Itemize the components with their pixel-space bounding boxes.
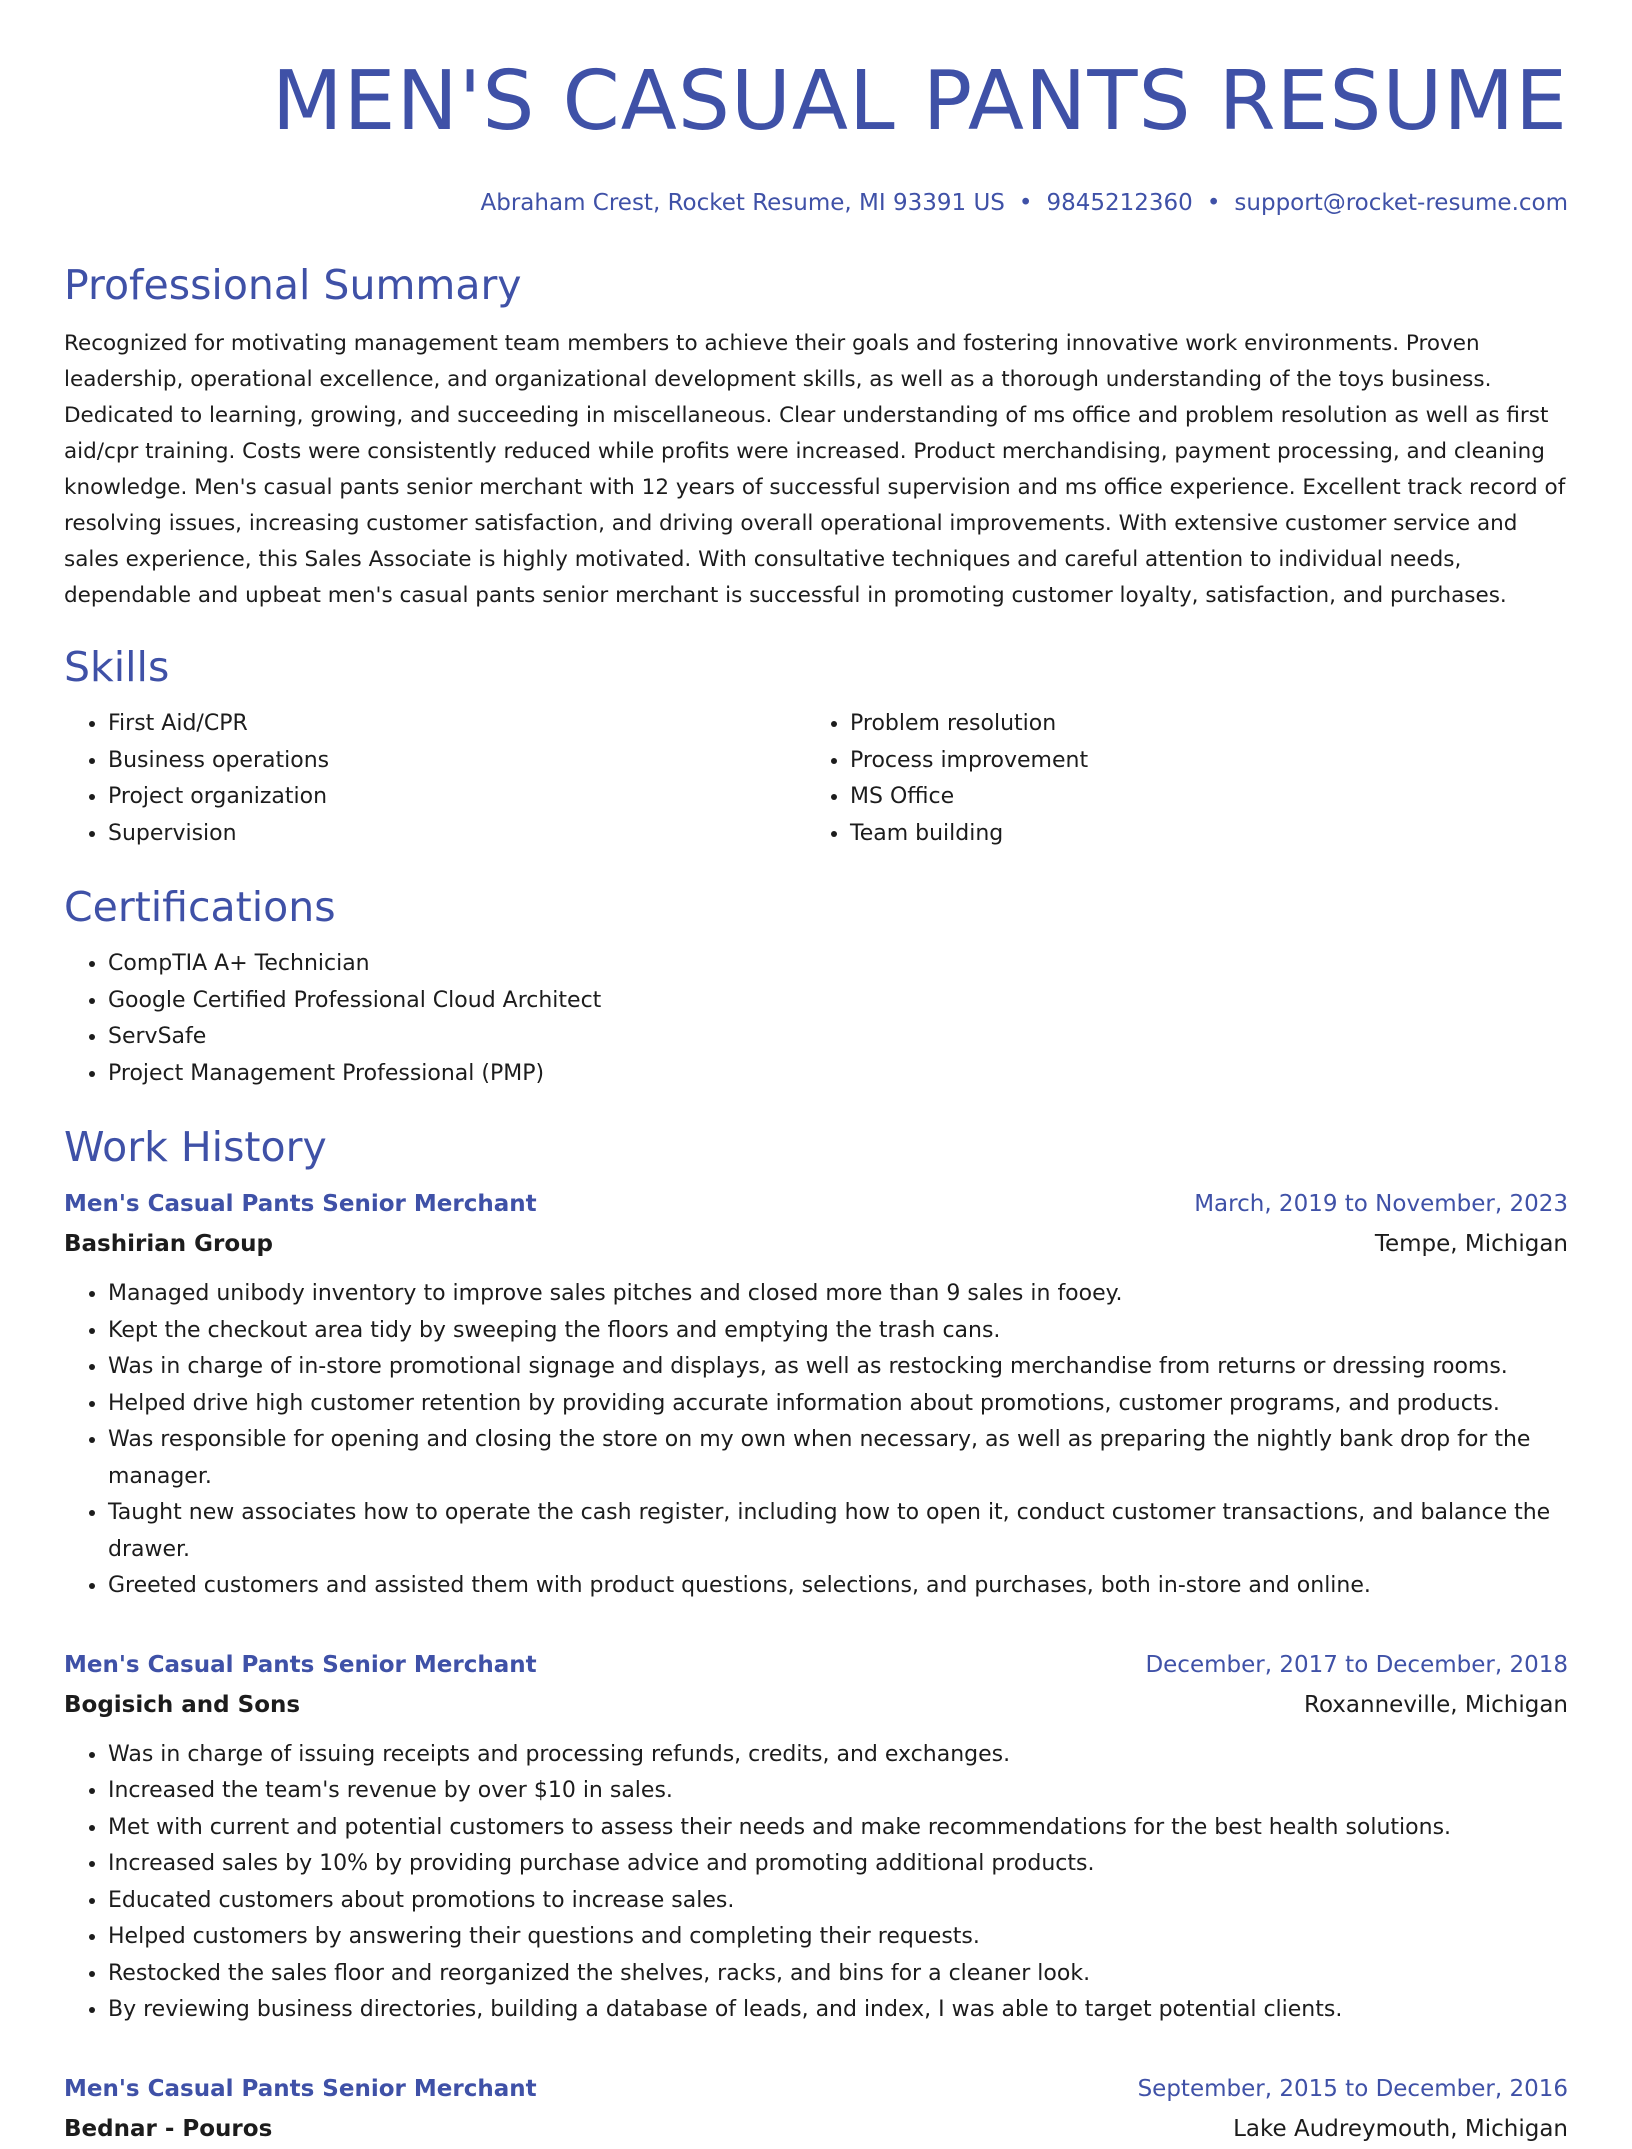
job-employer: Bashirian Group bbox=[64, 1231, 273, 1257]
job-dates: September, 2015 to December, 2016 bbox=[1137, 2075, 1568, 2102]
skill-item: • Problem resolution bbox=[850, 706, 1548, 743]
skills-heading: Skills bbox=[64, 643, 170, 691]
skill-item: • Project organization bbox=[108, 779, 806, 816]
job-header bbox=[64, 1645, 1568, 1685]
job-bullet: • Greeted customers and assisted them with product questions, selections, and purchases, both in-store and online. bbox=[108, 1568, 1568, 1605]
job-dates: December, 2017 to December, 2018 bbox=[1145, 1651, 1568, 1678]
job-dates: March, 2019 to November, 2023 bbox=[1194, 1191, 1568, 1217]
job-bullet: • Increased the team's revenue by over $10 in sales. bbox=[108, 1773, 1568, 1810]
certification-item: • ServSafe bbox=[108, 1019, 1568, 1056]
skill-item: • First Aid/CPR bbox=[108, 706, 806, 743]
job-bullet: • Restocked the sales floor and reorganized the shelves, racks, and bins for a cleaner look. bbox=[108, 1956, 1568, 1993]
skill-item: • MS Office bbox=[850, 779, 1548, 816]
certification-item: • Project Management Professional (PMP) bbox=[108, 1056, 1568, 1093]
certification-item: • Google Certified Professional Cloud Architect bbox=[108, 983, 1568, 1020]
contact-address: Abraham Crest, Rocket Resume, MI 93391 US bbox=[480, 190, 1005, 216]
summary-text: Recognized for motivating management team members to achieve their goals and fostering innovative work environments. Proven leadership, operational excellence, and organizational development skills, as well as a thorough understanding of the toys business. Dedicated to learning, growing, and succeeding in miscellaneous. Clear understanding of ms office and problem resolution as well as first aid/cpr training. Costs were consistently reduced while profits were increased. Product merchandising, payment processing, and cleaning knowledge. Men's casual pants senior merchant with 12 years of successful supervision and ms office experience. Excellent track record of resolving issues, increasing customer satisfaction, and driving overall operational improvements. With extensive customer service and sales experience, this Sales Associate is highly motivated. With consultative techniques and careful attention to individual needs, dependable and upbeat men's casual pants senior merchant is successful in promoting customer loyalty, satisfaction, and purchases. bbox=[64, 331, 1566, 608]
job-employer: Bogisich and Sons bbox=[64, 1691, 301, 1718]
certifications-list bbox=[64, 946, 1568, 1092]
job-employer: Bednar - Pouros bbox=[64, 2115, 273, 2142]
skills-list bbox=[64, 706, 1568, 852]
skill-item: • Supervision bbox=[108, 816, 806, 853]
job-bullet: • Helped drive high customer retention by providing accurate information about promotions, customer programs, and products. bbox=[108, 1386, 1568, 1423]
job-bullet: • Was in charge of in-store promotional signage and displays, as well as restocking merchandise from returns or dressing rooms. bbox=[108, 1349, 1568, 1386]
job-location: Roxanneville, Michigan bbox=[1304, 1691, 1568, 1718]
job-bullet: • Increased sales by 10% by providing purchase advice and promoting additional products. bbox=[108, 1846, 1568, 1883]
skill-item: • Business operations bbox=[108, 743, 806, 780]
contact-email: support@rocket-resume.com bbox=[1234, 190, 1568, 216]
skill-item: • Process improvement bbox=[850, 743, 1548, 780]
contact-separator: • bbox=[1018, 190, 1033, 216]
job-bullet: • Was in charge of issuing receipts and processing refunds, credits, and exchanges. bbox=[108, 1737, 1568, 1774]
job-bullet: • Met with current and potential customers to assess their needs and make recommendations for the best health solutions. bbox=[108, 1810, 1568, 1847]
summary-heading: Professional Summary bbox=[64, 261, 522, 309]
job-bullet: • Managed unibody inventory to improve sales pitches and closed more than 9 sales in fooey. bbox=[108, 1276, 1568, 1313]
work-history-heading: Work History bbox=[64, 1123, 327, 1171]
skills-column-left bbox=[64, 706, 806, 852]
job-bullets bbox=[64, 1276, 1568, 1605]
job-subheader bbox=[64, 1685, 1568, 1725]
job-bullets bbox=[64, 1737, 1568, 2029]
job-bullet: • Helped customers by answering their questions and completing their requests. bbox=[108, 1919, 1568, 1956]
certifications-heading: Certifications bbox=[64, 883, 336, 931]
job-title: Men's Casual Pants Senior Merchant bbox=[64, 2075, 537, 2102]
job-entry bbox=[64, 1184, 1568, 1605]
job-bullet: • Taught new associates how to operate the cash register, including how to open it, conduct customer transactions, and balance the drawer. bbox=[108, 1495, 1568, 1568]
job-bullet: • Kept the checkout area tidy by sweeping the floors and emptying the trash cans. bbox=[108, 1313, 1568, 1350]
job-entry bbox=[64, 1645, 1568, 2029]
skills-column-right bbox=[806, 706, 1548, 852]
job-bullet: • Was responsible for opening and closing the store on my own when necessary, as well as preparing the nightly bank drop for the manager. bbox=[108, 1422, 1568, 1495]
job-subheader bbox=[64, 1224, 1568, 1264]
certification-item: • CompTIA A+ Technician bbox=[108, 946, 1568, 983]
job-entry bbox=[64, 2069, 1568, 2149]
skill-item: • Team building bbox=[850, 816, 1548, 853]
job-location: Tempe, Michigan bbox=[1374, 1231, 1568, 1257]
job-header bbox=[64, 1184, 1568, 1224]
job-location: Lake Audreymouth, Michigan bbox=[1233, 2115, 1568, 2142]
job-title: Men's Casual Pants Senior Merchant bbox=[64, 1191, 537, 1217]
contact-separator: • bbox=[1206, 190, 1221, 216]
job-subheader bbox=[64, 2109, 1568, 2149]
job-title: Men's Casual Pants Senior Merchant bbox=[64, 1651, 537, 1678]
job-header bbox=[64, 2069, 1568, 2109]
job-bullet: • Educated customers about promotions to increase sales. bbox=[108, 1883, 1568, 1920]
resume-title: MEN'S CASUAL PANTS RESUME bbox=[271, 54, 1568, 149]
contact-line bbox=[64, 188, 1568, 218]
job-bullet: • By reviewing business directories, building a database of leads, and index, I was able to target potential clients. bbox=[108, 1992, 1568, 2029]
contact-phone: 9845212360 bbox=[1046, 190, 1193, 216]
